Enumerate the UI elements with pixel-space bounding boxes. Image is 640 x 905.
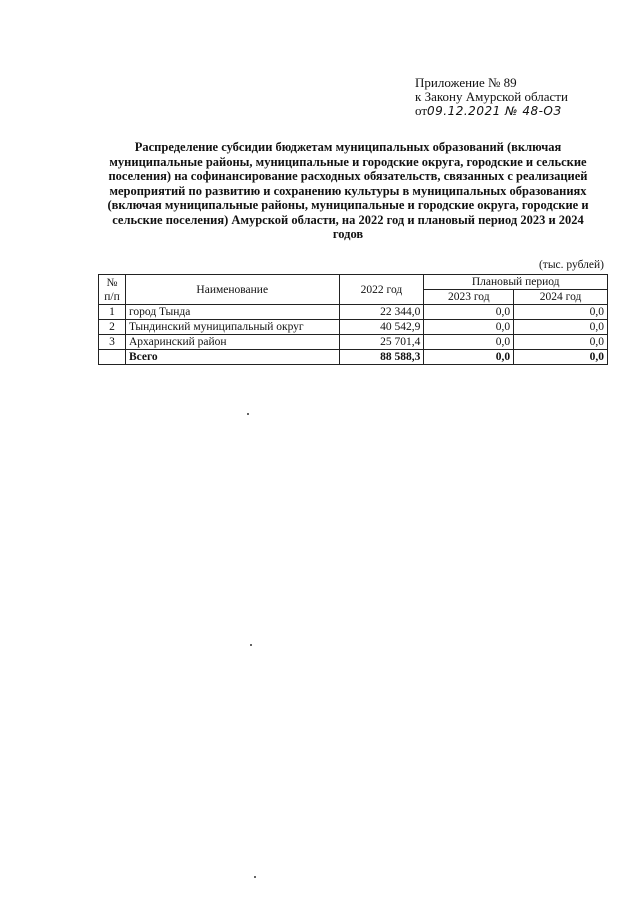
document-header	[415, 76, 615, 118]
total-2023: 0,0	[424, 350, 514, 365]
row-2024: 0,0	[514, 305, 608, 320]
col-header-2022: 2022 год	[339, 275, 424, 305]
row-name: Архаринский район	[125, 335, 339, 350]
total-number-cell	[99, 350, 126, 365]
law-reference: к Закону Амурской области	[415, 89, 568, 104]
col-header-number-top: №	[106, 276, 118, 289]
from-prefix: от	[415, 103, 428, 118]
scan-speck	[247, 413, 249, 415]
scan-speck	[254, 876, 256, 878]
row-2024: 0,0	[514, 320, 608, 335]
row-2024: 0,0	[514, 335, 608, 350]
total-label: Всего	[125, 350, 339, 365]
units-label: (тыс. рублей)	[538, 259, 604, 271]
row-name: город Тында	[125, 305, 339, 320]
table-row	[99, 335, 608, 350]
col-header-number-bottom: п/п	[104, 290, 120, 303]
row-name: Тындинский муниципальный округ	[125, 320, 339, 335]
law-date-line	[415, 104, 615, 118]
col-header-planned: Плановый период	[424, 275, 608, 290]
col-header-name: Наименование	[125, 275, 339, 305]
row-2023: 0,0	[424, 335, 514, 350]
table-row	[99, 305, 608, 320]
col-header-2023: 2023 год	[424, 290, 514, 305]
row-2023: 0,0	[424, 305, 514, 320]
row-number: 2	[99, 320, 126, 335]
table-row	[99, 320, 608, 335]
col-header-number	[99, 275, 126, 305]
table-header-row	[99, 275, 608, 290]
row-2022: 40 542,9	[339, 320, 424, 335]
total-2024: 0,0	[514, 350, 608, 365]
col-header-2024: 2024 год	[514, 290, 608, 305]
row-2023: 0,0	[424, 320, 514, 335]
total-row	[99, 350, 608, 365]
appendix-number: Приложение № 89	[415, 75, 517, 90]
row-number: 3	[99, 335, 126, 350]
total-2022: 88 588,3	[339, 350, 424, 365]
handwritten-date: 09.12.2021 № 48-ОЗ	[427, 104, 562, 118]
row-number: 1	[99, 305, 126, 320]
row-2022: 25 701,4	[339, 335, 424, 350]
row-2022: 22 344,0	[339, 305, 424, 320]
document-title: Распределение субсидии бюджетам муниципальных образований (включая муниципальные районы, муниципальные и городские округа, городские и сельские поселения) на софинансирование расходных обязательств, связанных с реализацией мероприятий по развитию и сохранению культуры в муниципальных образованиях (включая муниципальные районы, муниципальные и городские округа, городские и сельские поселения) Амурской области, на 2022 год и плановый период 2023 и 2024 годов	[107, 140, 589, 241]
scan-speck	[250, 644, 252, 646]
subsidy-table	[98, 274, 608, 365]
